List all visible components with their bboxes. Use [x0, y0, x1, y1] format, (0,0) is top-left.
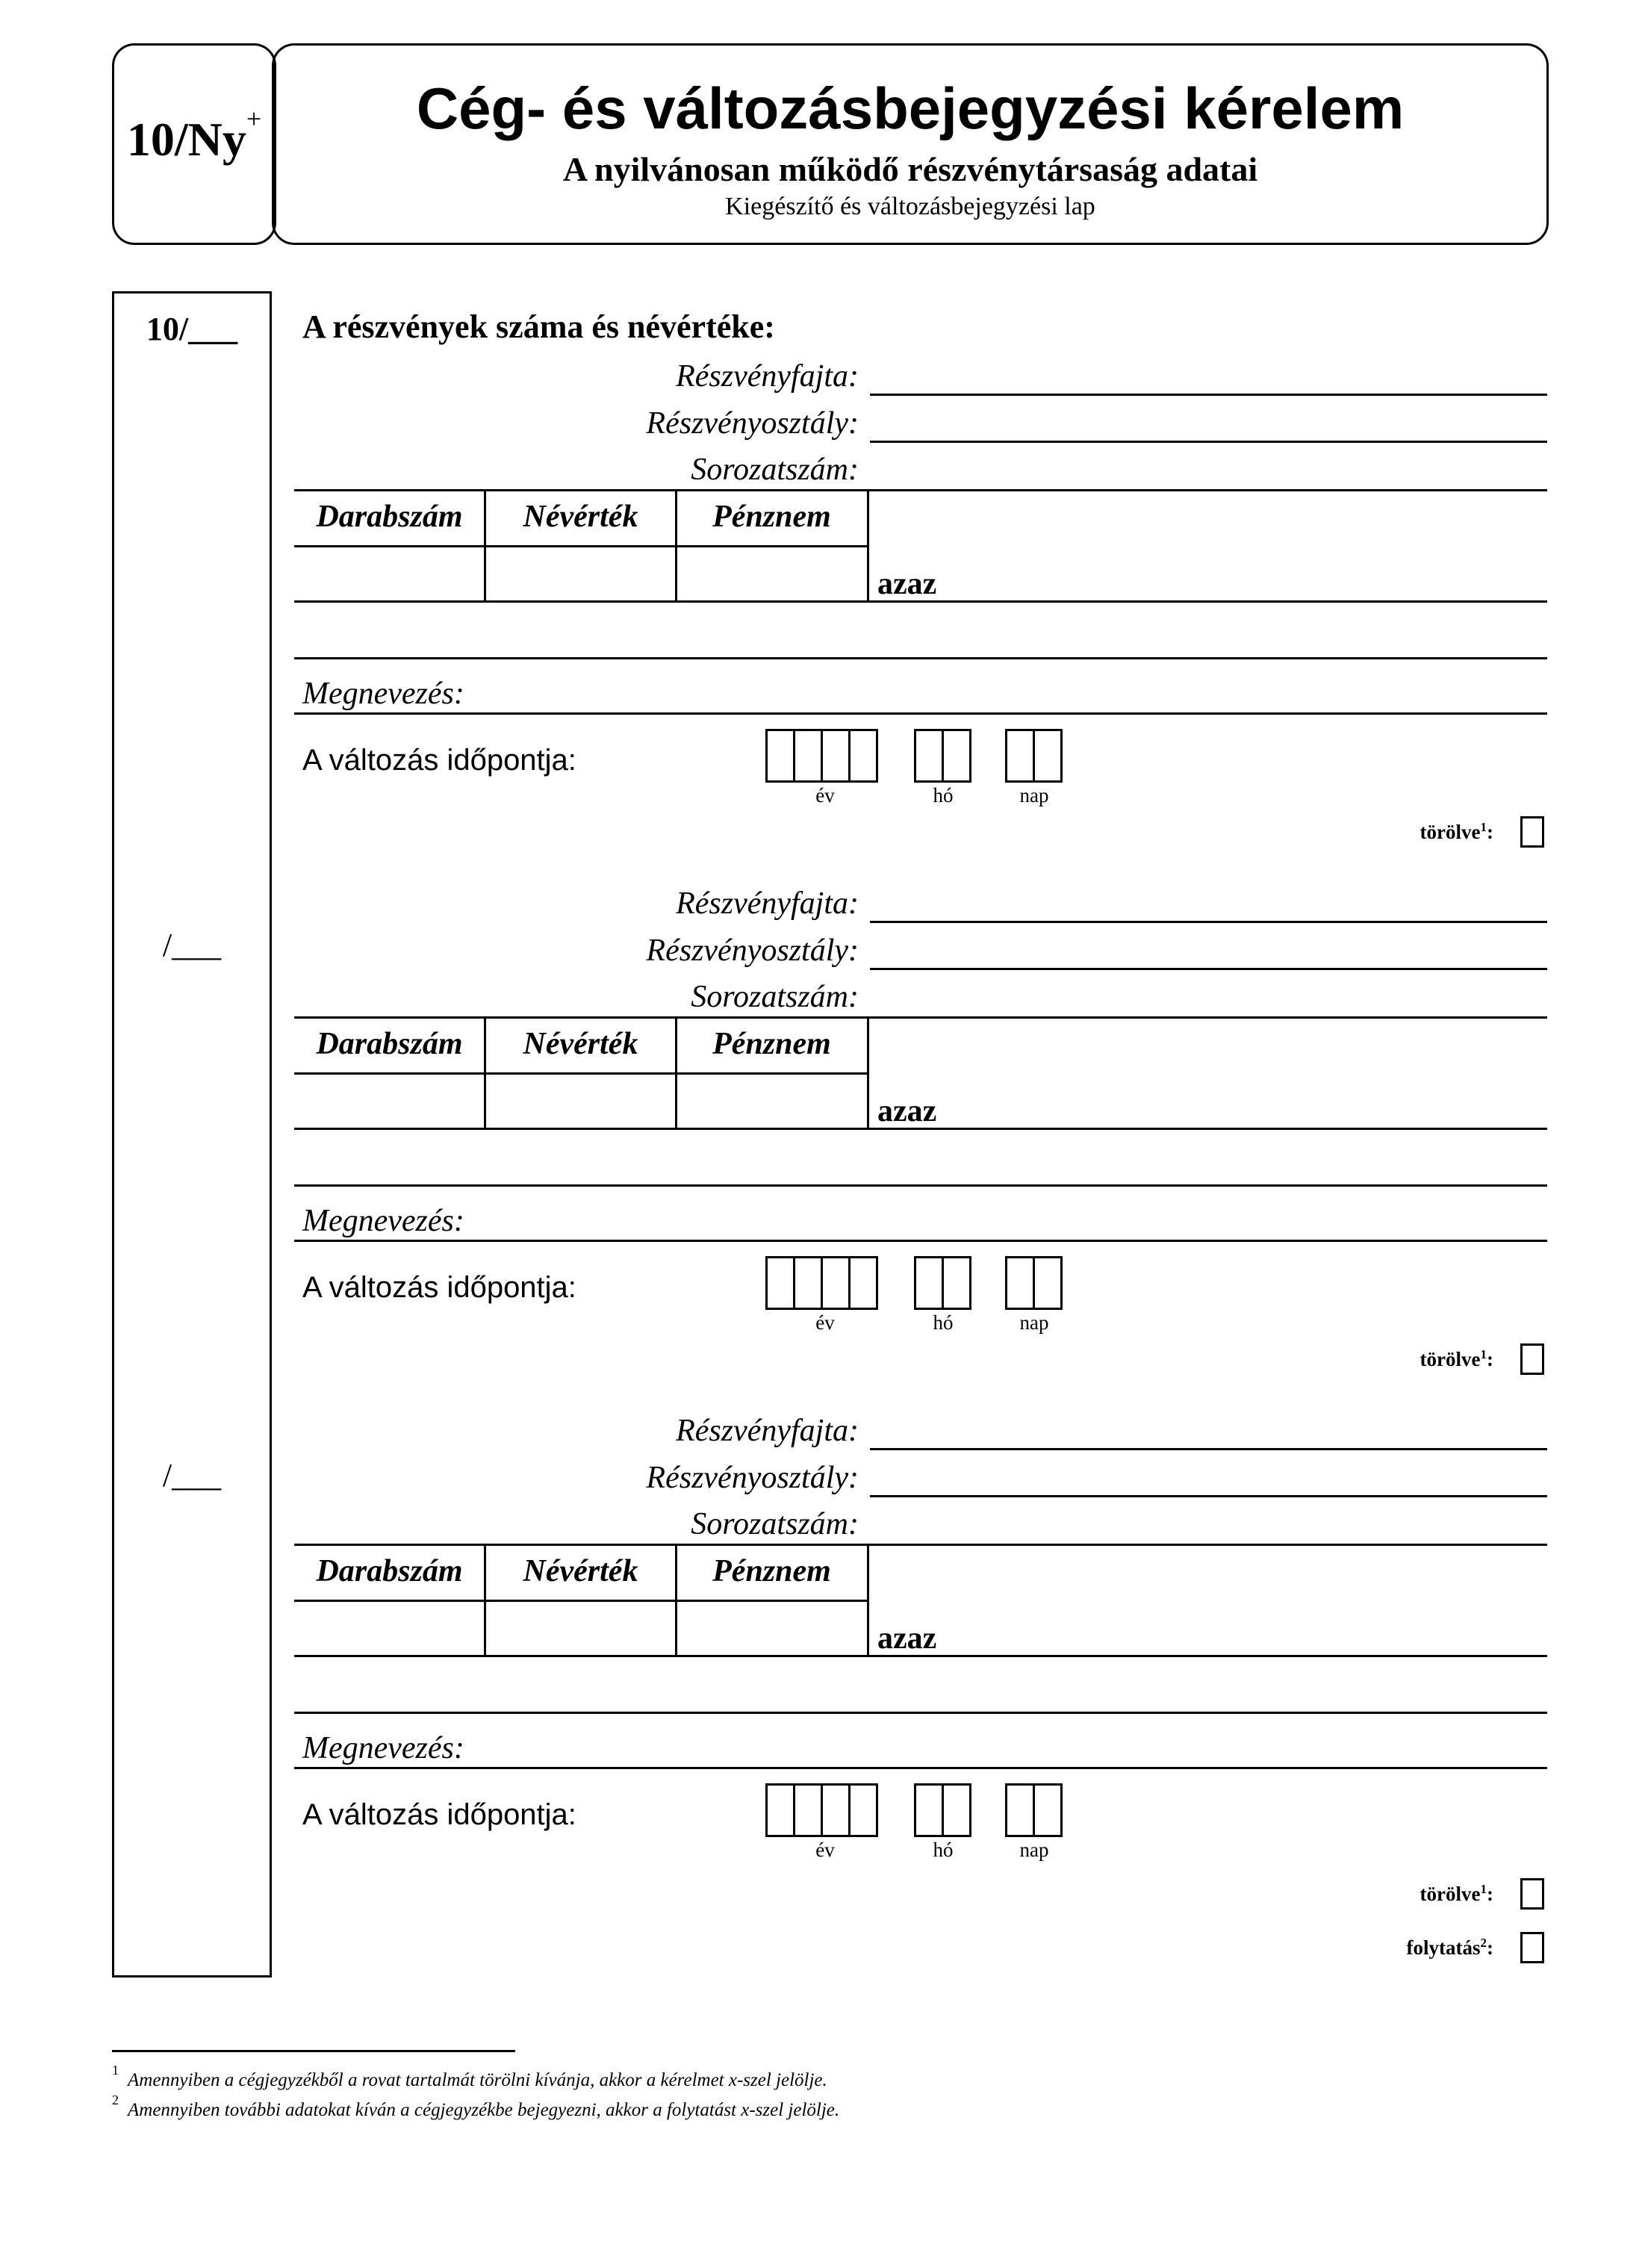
- torolve-checkbox[interactable]: [1520, 816, 1544, 848]
- table-col-divider: [484, 491, 486, 601]
- reszvenyosztaly-field[interactable]: [870, 1495, 1547, 1497]
- megnevezes-field[interactable]: [294, 1240, 1547, 1242]
- sorozatszam-label: Sorozatszám:: [691, 453, 859, 487]
- page-title: Cég- és változásbejegyzési kérelem: [416, 75, 1405, 141]
- azaz-field[interactable]: [294, 1128, 1547, 1130]
- table-col-divider: [675, 1018, 677, 1128]
- megnevezes-label: Megnevezés:: [302, 1204, 464, 1238]
- sorozatszam-label: Sorozatszám:: [691, 1507, 859, 1541]
- penznem-input[interactable]: [678, 1602, 865, 1654]
- darabszam-input[interactable]: [296, 547, 482, 600]
- megnevezes-field[interactable]: [294, 712, 1547, 715]
- nevertek-input[interactable]: [487, 547, 674, 600]
- table-col-divider: [484, 1018, 486, 1128]
- valtozas-label: A változás időpontja:: [302, 744, 576, 777]
- ho-label: hó: [933, 1311, 954, 1334]
- table-col-divider: [675, 491, 677, 601]
- form-code: 10/Ny+: [126, 104, 262, 166]
- table-col-divider: [867, 1018, 869, 1128]
- torolve-label: törölve$^1$:: [1420, 1882, 1493, 1905]
- extra-line-field[interactable]: [294, 1712, 1547, 1714]
- reszvenyosztaly-label: Részvényosztály:: [646, 933, 859, 968]
- table-col-divider: [484, 1545, 486, 1656]
- ev-label: év: [815, 1311, 835, 1334]
- year-digit-1[interactable]: [765, 729, 795, 783]
- year-digit-2[interactable]: [793, 1256, 823, 1310]
- reszvenyosztaly-field[interactable]: [870, 441, 1547, 443]
- row-number-2: /___: [162, 927, 222, 963]
- table-col-divider: [867, 1545, 869, 1656]
- ho-label: hó: [933, 1839, 954, 1861]
- day-digit-1[interactable]: [1005, 1256, 1035, 1310]
- year-digit-4[interactable]: [848, 1783, 878, 1837]
- reszvenyfajta-label: Részvényfajta:: [676, 359, 859, 394]
- col-nevertek: Névérték: [523, 1027, 638, 1061]
- reszvenyfajta-label: Részvényfajta:: [676, 886, 859, 921]
- year-digit-3[interactable]: [821, 1783, 851, 1837]
- row-number-3: /___: [162, 1457, 222, 1494]
- reszvenyfajta-label: Részvényfajta:: [676, 1414, 859, 1448]
- nap-label: nap: [1019, 784, 1049, 807]
- ev-label: év: [815, 1839, 835, 1861]
- torolve-checkbox[interactable]: [1520, 1343, 1544, 1375]
- darabszam-input[interactable]: [296, 1602, 482, 1654]
- table-col-divider: [675, 1545, 677, 1656]
- azaz-label: azaz: [877, 1621, 937, 1656]
- reszvenyfajta-field[interactable]: [870, 394, 1547, 396]
- col-darabszam: Darabszám: [316, 1027, 463, 1061]
- azaz-label: azaz: [877, 1094, 937, 1128]
- azaz-field[interactable]: [294, 600, 1547, 603]
- month-digit-1[interactable]: [914, 1256, 944, 1310]
- footnote-1: $^1$Amennyiben a cégjegyzékből a rovat tartalmát törölni kívánja, akkor a kérelmet x-szel jelölje.: [112, 2063, 827, 2091]
- col-darabszam: Darabszám: [316, 500, 463, 534]
- sorozatszam-field[interactable]: [294, 489, 1547, 491]
- azaz-field[interactable]: [294, 1655, 1547, 1657]
- year-digit-3[interactable]: [821, 729, 851, 783]
- penznem-input[interactable]: [678, 1075, 865, 1127]
- nevertek-input[interactable]: [487, 1602, 674, 1654]
- year-digit-2[interactable]: [793, 1783, 823, 1837]
- section-heading: A részvények száma és névértéke:: [302, 308, 775, 345]
- left-column: [112, 291, 272, 1977]
- month-digit-2[interactable]: [942, 1256, 971, 1310]
- page-subtitle: A nyilvánosan működő részvénytársaság adatai: [562, 150, 1258, 188]
- year-digit-2[interactable]: [793, 729, 823, 783]
- col-darabszam: Darabszám: [316, 1554, 463, 1588]
- reszvenyosztaly-label: Részvényosztály:: [646, 406, 859, 441]
- extra-line-field[interactable]: [294, 657, 1547, 659]
- valtozas-label: A változás időpontja:: [302, 1798, 576, 1831]
- col-penznem: Pénznem: [712, 1027, 831, 1061]
- megnevezes-field[interactable]: [294, 1767, 1547, 1769]
- torolve-label: törölve$^1$:: [1420, 1347, 1493, 1370]
- month-digit-2[interactable]: [942, 1783, 971, 1837]
- nap-label: nap: [1019, 1839, 1049, 1861]
- folytatas-checkbox[interactable]: [1520, 1932, 1544, 1963]
- ho-label: hó: [933, 784, 954, 807]
- folytatas-label: folytatás$^2$:: [1406, 1936, 1493, 1959]
- footnote-divider: [112, 2050, 515, 2052]
- table-col-divider: [867, 491, 869, 601]
- day-digit-1[interactable]: [1005, 1783, 1035, 1837]
- megnevezes-label: Megnevezés:: [302, 677, 464, 711]
- reszvenyosztaly-label: Részvényosztály:: [646, 1461, 859, 1495]
- darabszam-input[interactable]: [296, 1075, 482, 1127]
- ev-label: év: [815, 784, 835, 807]
- nevertek-input[interactable]: [487, 1075, 674, 1127]
- col-nevertek: Névérték: [523, 1554, 638, 1588]
- col-penznem: Pénznem: [712, 1554, 831, 1588]
- page-subtitle-2: Kiegészítő és változásbejegyzési lap: [725, 193, 1095, 220]
- year-digit-4[interactable]: [848, 1256, 878, 1310]
- day-digit-2[interactable]: [1033, 1256, 1063, 1310]
- day-digit-2[interactable]: [1033, 1783, 1063, 1837]
- day-digit-2[interactable]: [1033, 729, 1063, 783]
- extra-line-field[interactable]: [294, 1184, 1547, 1187]
- year-digit-4[interactable]: [848, 729, 878, 783]
- year-digit-1[interactable]: [765, 1783, 795, 1837]
- megnevezes-label: Megnevezés:: [302, 1731, 464, 1765]
- reszvenyosztaly-field[interactable]: [870, 968, 1547, 970]
- reszvenyfajta-field[interactable]: [870, 1448, 1547, 1450]
- penznem-input[interactable]: [678, 547, 865, 600]
- sorozatszam-field[interactable]: [294, 1544, 1547, 1546]
- sorozatszam-label: Sorozatszám:: [691, 980, 859, 1014]
- azaz-label: azaz: [877, 567, 937, 601]
- section-number: 10/___: [146, 311, 238, 347]
- sorozatszam-field[interactable]: [294, 1016, 1547, 1019]
- torolve-checkbox[interactable]: [1520, 1878, 1544, 1910]
- torolve-label: törölve$^1$:: [1420, 820, 1493, 843]
- valtozas-label: A változás időpontja:: [302, 1271, 576, 1304]
- month-digit-1[interactable]: [914, 729, 944, 783]
- reszvenyfajta-field[interactable]: [870, 921, 1547, 923]
- month-digit-2[interactable]: [942, 729, 971, 783]
- col-penznem: Pénznem: [712, 500, 831, 534]
- year-digit-3[interactable]: [821, 1256, 851, 1310]
- footnote-2: $^2$Amennyiben további adatokat kíván a cégjegyzékbe bejegyezni, akkor a folytatást x-szel jelölje.: [112, 2093, 840, 2121]
- year-digit-1[interactable]: [765, 1256, 795, 1310]
- col-nevertek: Névérték: [523, 500, 638, 534]
- day-digit-1[interactable]: [1005, 729, 1035, 783]
- month-digit-1[interactable]: [914, 1783, 944, 1837]
- nap-label: nap: [1019, 1311, 1049, 1334]
